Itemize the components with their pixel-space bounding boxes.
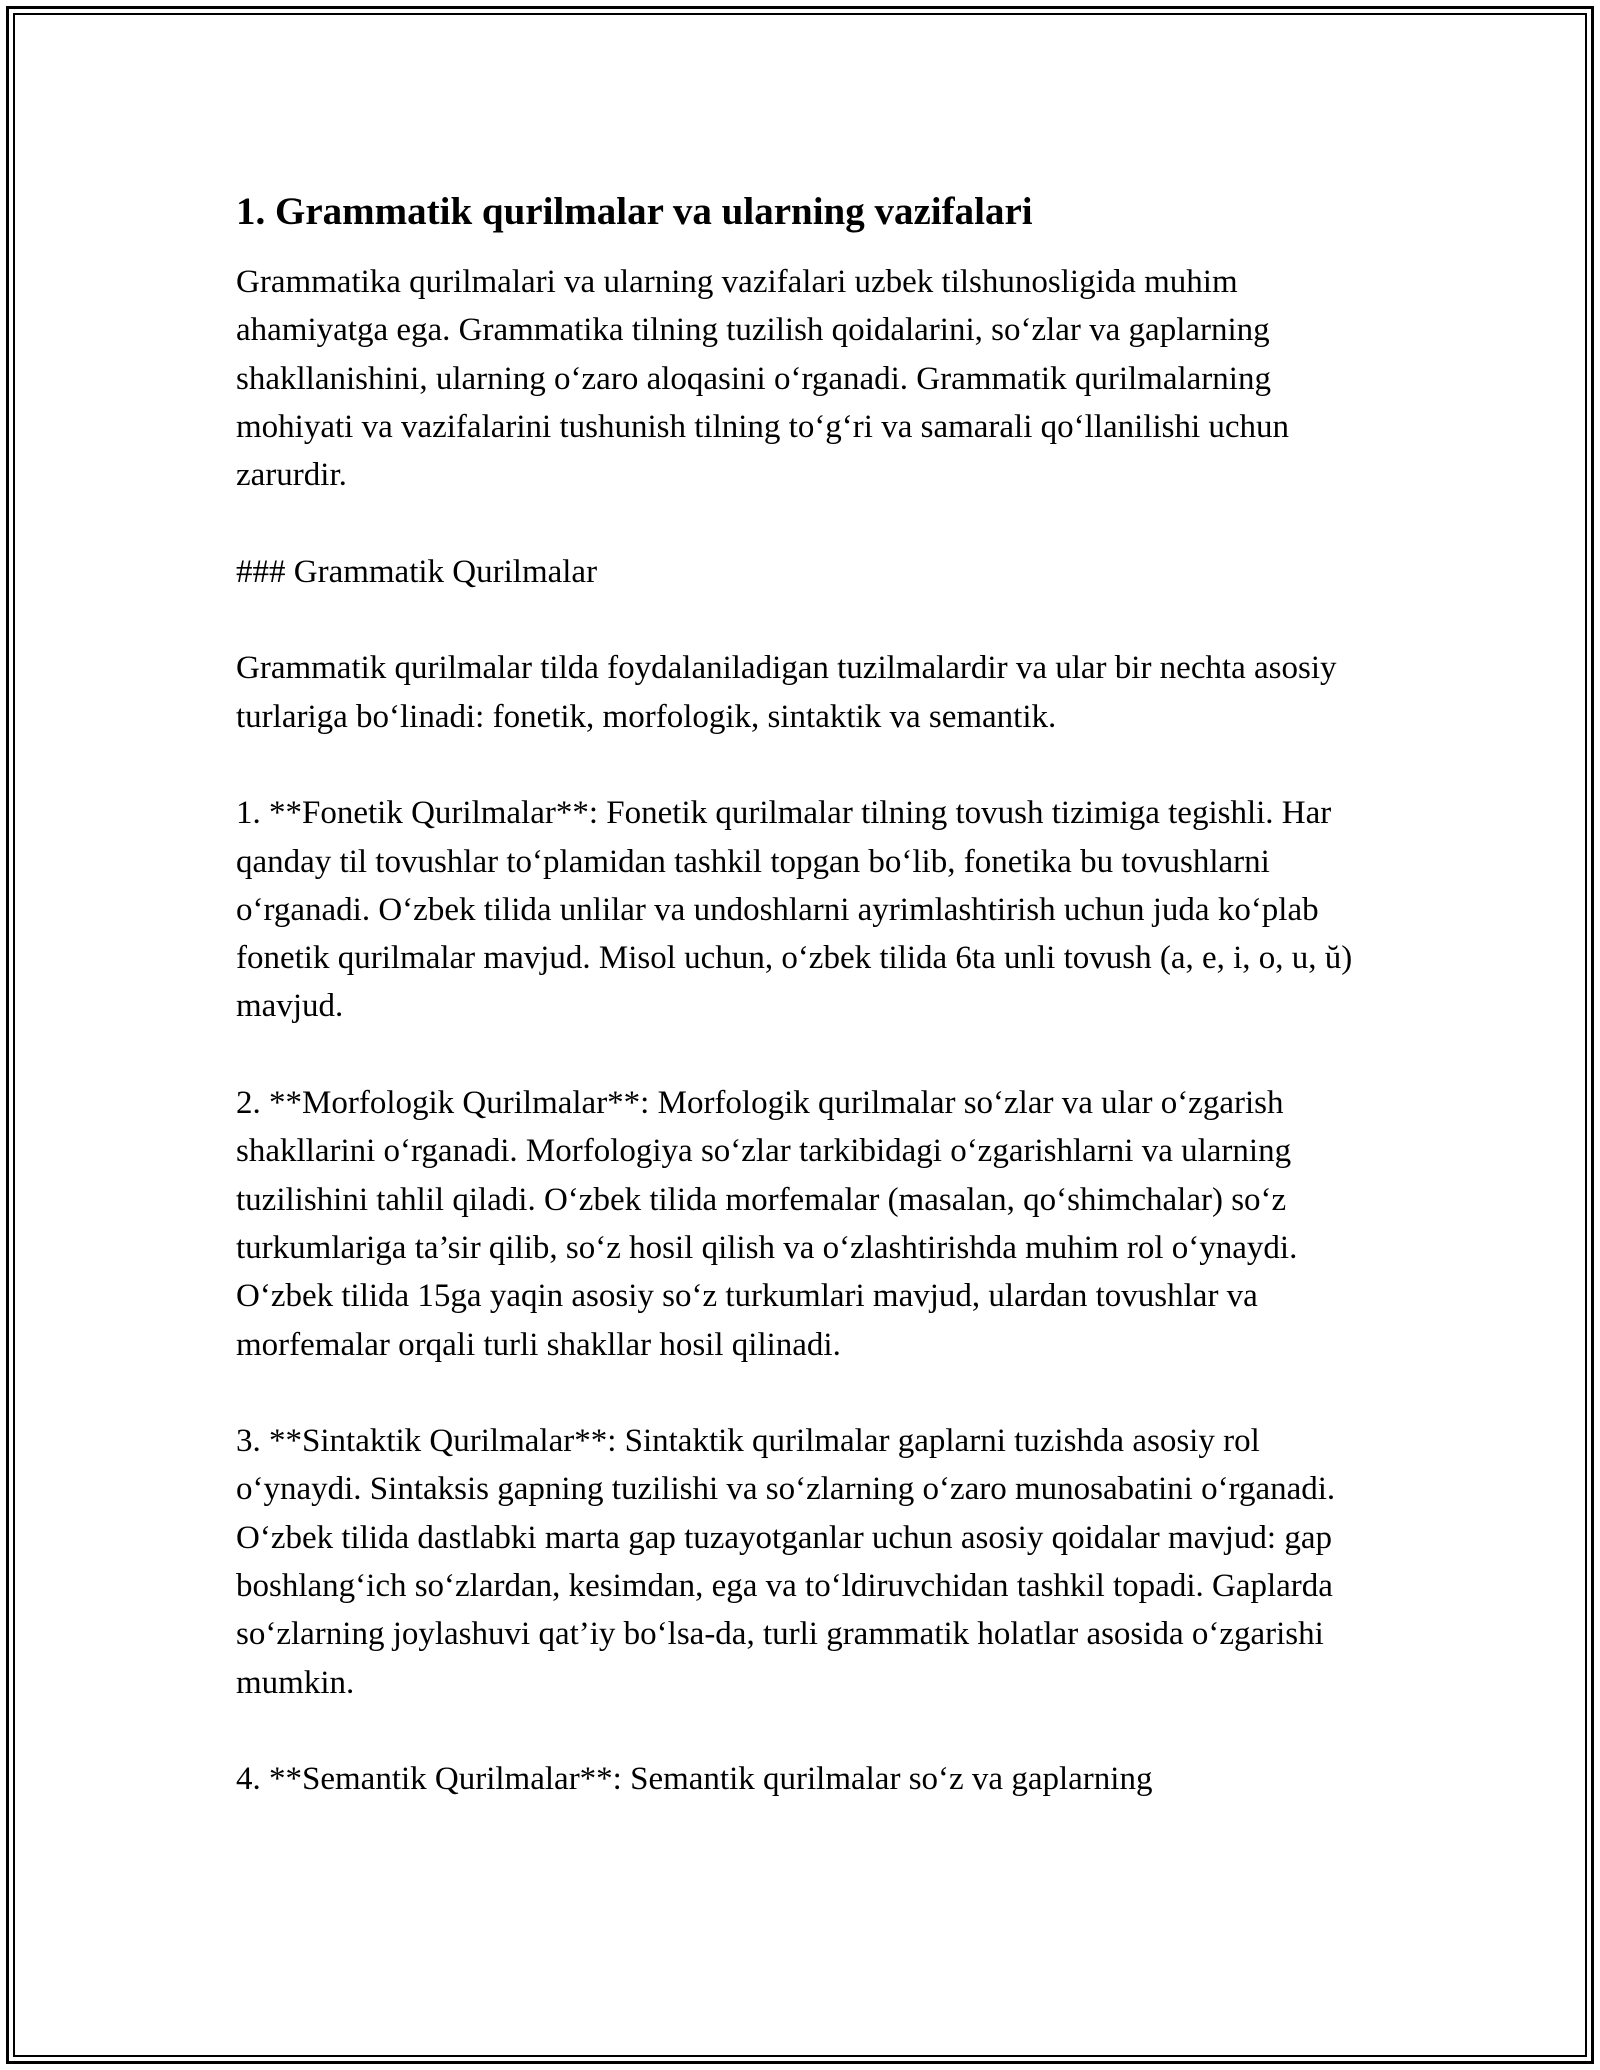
phonetic-paragraph: 1. **Fonetik Qurilmalar**: Fonetik qurilmalar tilning tovush tizimiga tegishli. Har qanday til tovushlar to‘plamidan tashkil topgan bo‘lib, fonetika bu tovushlarni o‘rganadi. O‘zbek tilida unlilar va undoshlarni ayrimlashtirish uchun juda ko‘plab fonetik qurilmalar mavjud. Misol uchun, o‘zbek tilida 6ta unli tovush (a, e, i, o, u, ŭ) mavjud. (236, 795, 1353, 1025)
intro-paragraph: Grammatika qurilmalari va ularning vazifalari uzbek tilshunosligida muhim ahamiyatga ega. Grammatika tilning tuzilish qoidalarini, so‘zlar va gaplarning shakllanishini, ularning o‘zaro aloqasini o‘rganadi. Grammatik qurilmalarning mohiyati va vazifalarini tushunish tilning to‘g‘ri va samarali qo‘llanilishi uchun zarurdir. (236, 264, 1290, 494)
syntactic-paragraph: 3. **Sintaktik Qurilmalar**: Sintaktik qurilmalar gaplarni tuzishda asosiy rol o‘ynaydi. Sintaksis gapning tuzilishi va so‘zlarning o‘zaro munosabatini o‘rganadi. O‘zbek tilida dastlabki marta gap tuzayotganlar uchun asosiy qoidalar mavjud: gap boshlang‘ich so‘zlardan, kesimdan, ega va to‘ldiruvchidan tashkil topadi. Gaplarda so‘zlarning joylashuvi qat’iy bo‘lsa-da, turli grammatik holatlar asosida o‘zgarishi mumkin. (236, 1423, 1336, 1701)
morphological-paragraph: 2. **Morfologik Qurilmalar**: Morfologik qurilmalar so‘zlar va ular o‘zgarish shakllarini o‘rganadi. Morfologiya so‘zlar tarkibidagi o‘zgarishlarni va ularning tuzilishini tahlil qiladi. O‘zbek tilida morfemalar (masalan, qo‘shimchalar) so‘z turkumlariga ta’sir qilib, so‘z hosil qilish va o‘zlashtirishda muhim rol o‘ynaydi. O‘zbek tilida 15ga yaqin asosiy so‘z turkumlari mavjud, ulardan tovushlar va morfemalar orqali turli shakllar hosil qilinadi. (236, 1085, 1298, 1363)
semantic-paragraph: 4. **Semantik Qurilmalar**: Semantik qurilmalar so‘z va gaplarning (236, 1761, 1153, 1798)
document-body (236, 186, 1386, 1804)
document-title: 1. Grammatik qurilmalar va ularning vazifalari (236, 190, 1033, 233)
types-overview-paragraph: Grammatik qurilmalar tilda foydalaniladigan tuzilmalardir va ular bir nechta asosiy turlariga bo‘linadi: fonetik, morfologik, sintaktik va semantik. (236, 650, 1337, 735)
section-heading-paragraph: ### Grammatik Qurilmalar (236, 553, 598, 590)
